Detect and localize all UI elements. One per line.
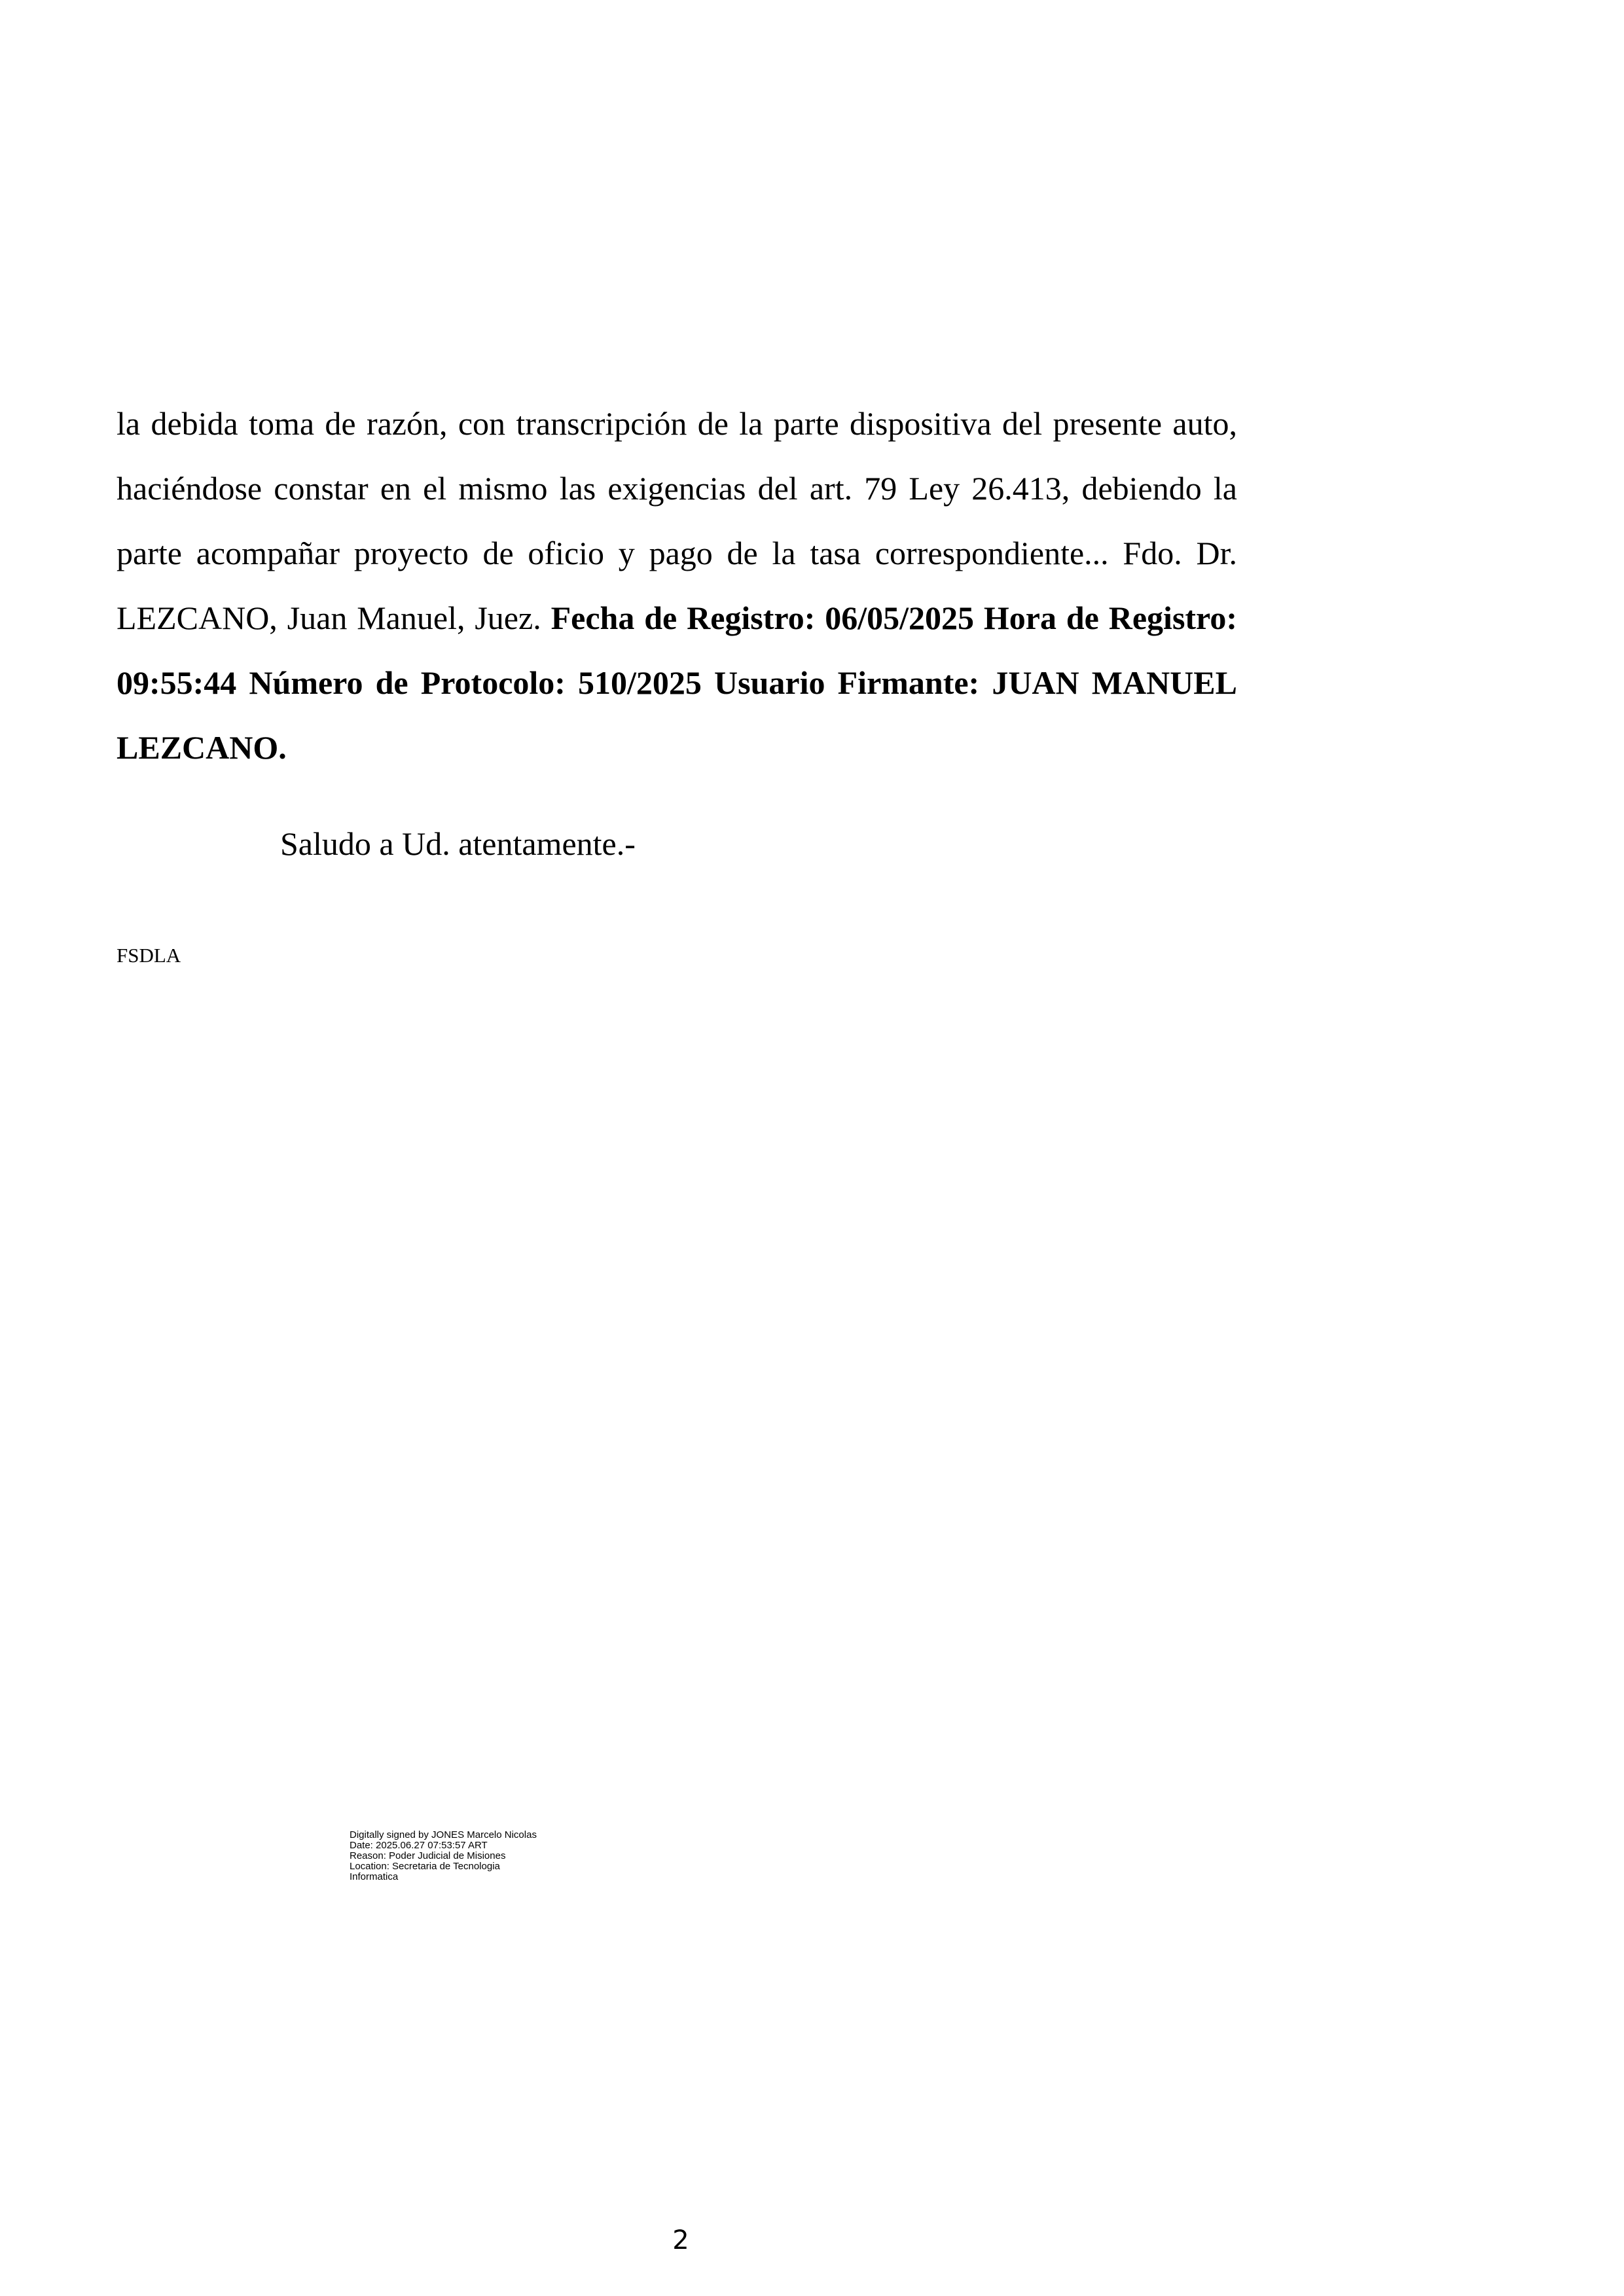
signature-date-line: Date: 2025.06.27 07:53:57 ART <box>350 1840 488 1851</box>
author-initials: FSDLA <box>117 944 181 967</box>
body-paragraph-regular-text: la debida toma de razón, con transcripción de la parte dispositiva del presente auto, haciéndose constar en el mismo las exigencias del art. 79 Ley 26.413, debiendo la parte acompañar proyecto de oficio y pago de la tasa correspondiente... Fdo. Dr. LEZCANO, Juan Manuel, Juez. <box>117 405 1237 636</box>
signature-reason-line: Reason: Poder Judicial de Misiones <box>350 1850 506 1861</box>
signature-signer-line: Digitally signed by JONES Marcelo Nicolas <box>350 1829 537 1840</box>
signature-location-line: Location: Secretaria de Tecnologia <box>350 1861 500 1872</box>
digital-signature-block <box>350 1830 537 1882</box>
signature-location-line-continued: Informatica <box>350 1871 399 1882</box>
body-paragraph <box>117 391 1237 780</box>
page-number: 2 <box>672 2225 689 2255</box>
registration-details: Fecha de Registro: 06/05/2025 Hora de Registro: 09:55:44 Número de Protocolo: 510/2025 Usuario Firmante: JUAN MANUEL LEZCANO. <box>117 600 1238 766</box>
closing-salutation: Saludo a Ud. atentamente.- <box>280 825 636 862</box>
